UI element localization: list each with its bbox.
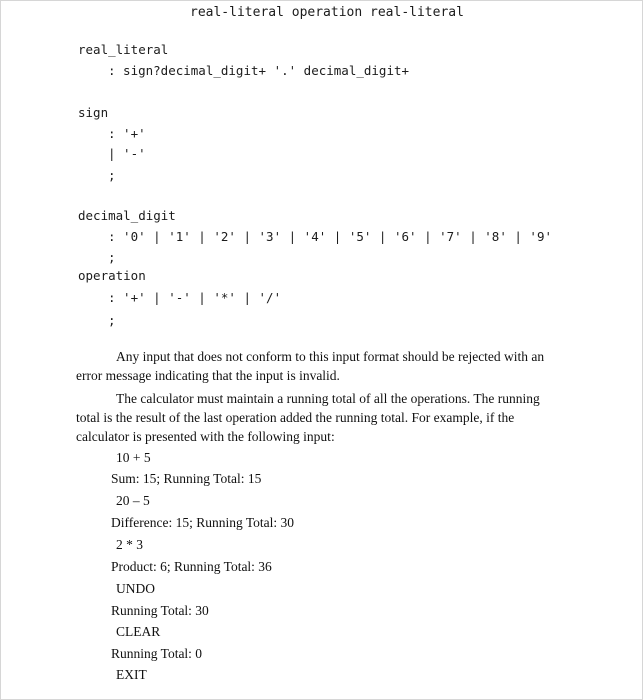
operation-rule-body: : '+' | '-' | '*' | '/'	[108, 290, 282, 305]
example-input-6: EXIT	[116, 667, 147, 682]
example-input-5: CLEAR	[116, 624, 161, 639]
operation-rule-end: ;	[108, 313, 116, 328]
invalid-input-paragraph: Any input that does not conform to this input format should be rejected with an error message indicating that the input is invalid.	[76, 349, 545, 383]
example-input-2: 20 – 5	[116, 493, 150, 508]
sign-rule-name: sign	[78, 105, 109, 120]
decimal-digit-rule-name: decimal_digit	[78, 208, 176, 223]
operation-rule-name: operation	[78, 268, 146, 283]
example-output-3: Product: 6; Running Total: 36	[111, 559, 272, 574]
example-output-1: Sum: 15; Running Total: 15	[111, 471, 262, 486]
example-input-4: UNDO	[116, 581, 155, 596]
decimal-digit-rule-body: : '0' | '1' | '2' | '3' | '4' | '5' | '6' | '7' | '8' | '9'	[108, 229, 553, 244]
sign-rule-alt-minus: | '-'	[108, 146, 146, 161]
page-title: real-literal operation real-literal	[190, 5, 464, 20]
example-output-2: Difference: 15; Running Total: 30	[111, 515, 295, 530]
example-output-4: Running Total: 30	[111, 603, 209, 618]
real-literal-rule-name: real_literal	[78, 42, 169, 57]
real-literal-rule-body: : sign?decimal_digit+ '.' decimal_digit+	[108, 63, 410, 78]
sign-rule-end: ;	[108, 168, 116, 183]
sign-rule-alt-plus: : '+'	[108, 126, 146, 141]
example-input-3: 2 * 3	[116, 537, 143, 552]
decimal-digit-rule-end: ;	[108, 250, 116, 265]
example-input-1: 10 + 5	[116, 450, 151, 465]
running-total-paragraph: The calculator must maintain a running total of all the operations. The running total is the result of the last operation added the running total. For example, if the calculator is presented with the following input:	[76, 391, 540, 444]
example-output-5: Running Total: 0	[111, 646, 203, 661]
